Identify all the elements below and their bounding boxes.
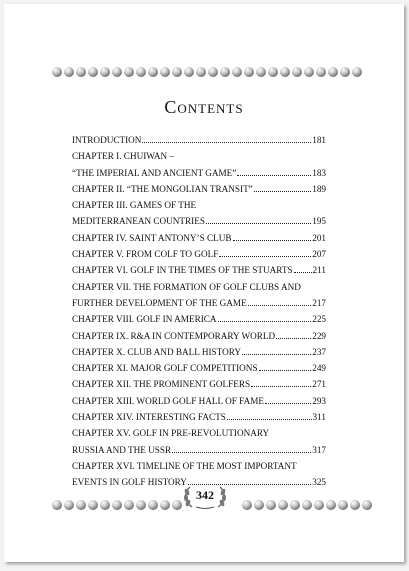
pearl-bead-icon: [88, 67, 98, 77]
toc-entry-title: CHAPTER XII. THE PROMINENT GOLFERS: [72, 379, 251, 390]
dot-leader: [233, 240, 312, 241]
toc-entry-line: [72, 442, 326, 458]
bottom-bead-border-right: [242, 500, 372, 510]
pearl-bead-icon: [76, 67, 86, 77]
toc-entry-page: 225: [312, 314, 326, 325]
page-title: Contents: [164, 97, 244, 117]
toc-entry-page: 249: [312, 363, 326, 374]
pearl-bead-icon: [220, 67, 230, 77]
toc-entry-page: 311: [312, 412, 326, 423]
pearl-bead-icon: [302, 500, 312, 510]
toc-entry-line: [72, 181, 326, 197]
toc-entry-title: RUSSIA AND THE USSR: [72, 444, 172, 455]
dot-leader: [254, 191, 311, 192]
pearl-bead-icon: [76, 500, 86, 510]
toc-entry-line: [72, 328, 326, 344]
toc-entry-title: MEDITERRANEAN COUNTRIES: [72, 216, 205, 227]
toc-entry-line: [72, 344, 326, 360]
toc-entry-title: CHAPTER XIII. WORLD GOLF HALL OF FAME: [72, 395, 264, 406]
pearl-bead-icon: [112, 500, 122, 510]
page-number-badge: [182, 484, 228, 510]
pearl-bead-icon: [340, 67, 350, 77]
pearl-bead-icon: [136, 67, 146, 77]
toc-entry-title: CHAPTER V. FROM COLF TO GOLF: [72, 249, 219, 260]
toc-entry-page: 217: [312, 297, 326, 308]
toc-entry-title: CHAPTER VIII. GOLF IN AMERICA: [72, 314, 217, 325]
pearl-bead-icon: [304, 67, 314, 77]
toc-entry-page: 181: [312, 135, 326, 145]
pearl-bead-icon: [124, 67, 134, 77]
dot-leader: [251, 386, 311, 387]
dot-leader: [242, 354, 311, 355]
toc-entry-title: EVENTS IN GOLF HISTORY: [72, 477, 187, 488]
toc-entry-page: 201: [312, 232, 326, 243]
dot-leader: [218, 321, 312, 322]
dot-leader: [237, 175, 311, 176]
toc-entry-line: [72, 360, 326, 376]
pearl-bead-icon: [338, 500, 348, 510]
toc-entry-page: 183: [312, 167, 326, 178]
bottom-bead-border-left: [52, 500, 182, 510]
pearl-bead-icon: [292, 67, 302, 77]
pearl-bead-icon: [196, 67, 206, 77]
pearl-bead-icon: [242, 500, 252, 510]
toc-entry-line: [72, 148, 326, 164]
pearl-bead-icon: [268, 67, 278, 77]
toc-entry-title: CHAPTER XV. GOLF IN PRE-REVOLUTIONARY: [72, 428, 270, 439]
pearl-bead-icon: [52, 67, 62, 77]
toc-entry-line: [72, 393, 326, 409]
toc-entry-title: CHAPTER IV. SAINT ANTONY’S CLUB: [72, 232, 232, 243]
pearl-bead-icon: [148, 500, 158, 510]
toc-entry-page: 195: [312, 216, 326, 227]
pearl-bead-icon: [100, 67, 110, 77]
toc-entry-page: 237: [312, 346, 326, 357]
pearl-bead-icon: [88, 500, 98, 510]
pearl-bead-icon: [148, 67, 158, 77]
pearl-bead-icon: [278, 500, 288, 510]
table-of-contents: [72, 132, 326, 491]
toc-entry-line: [72, 458, 326, 474]
toc-entry-page: 189: [312, 183, 326, 194]
dot-leader: [172, 452, 311, 453]
page-number: 342: [196, 488, 214, 502]
toc-entry-page: 211: [312, 265, 326, 276]
toc-entry-title: CHAPTER XIV. INTERESTING FACTS: [72, 412, 226, 423]
toc-entry-line: [72, 425, 326, 441]
pearl-bead-icon: [266, 500, 276, 510]
toc-entry-title: CHAPTER II. “THE MONGOLIAN TRANSIT”: [72, 183, 253, 194]
pearl-bead-icon: [314, 500, 324, 510]
dot-leader: [227, 419, 312, 420]
toc-entry-line: [72, 246, 326, 262]
book-page: [4, 4, 404, 562]
dot-leader: [248, 305, 312, 306]
pearl-bead-icon: [326, 500, 336, 510]
pearl-bead-icon: [208, 67, 218, 77]
pearl-bead-icon: [352, 67, 362, 77]
pearl-bead-icon: [160, 500, 170, 510]
toc-entry-title: CHAPTER VI. GOLF IN THE TIMES OF THE STUARTS: [72, 265, 293, 276]
dot-leader: [259, 370, 312, 371]
dot-leader: [206, 223, 311, 224]
pearl-bead-icon: [136, 500, 146, 510]
toc-entry-line: [72, 165, 326, 181]
pearl-bead-icon: [64, 500, 74, 510]
pearl-bead-icon: [64, 67, 74, 77]
pearl-bead-icon: [124, 500, 134, 510]
dot-leader: [142, 142, 311, 143]
pearl-bead-icon: [254, 500, 264, 510]
toc-entry-line: [72, 213, 326, 229]
pearl-bead-icon: [280, 67, 290, 77]
toc-entry-title: CHAPTER III. GAMES OF THE: [72, 200, 197, 211]
toc-entry-page: 207: [312, 249, 326, 260]
pearl-bead-icon: [256, 67, 266, 77]
toc-entry-line: [72, 409, 326, 425]
toc-entry-line: [72, 197, 326, 213]
pearl-bead-icon: [316, 67, 326, 77]
toc-entry-line: [72, 132, 326, 148]
toc-entry-page: 271: [312, 379, 326, 390]
toc-entry-line: [72, 295, 326, 311]
toc-entry-title: CHAPTER XVI. TIMELINE OF THE MOST IMPORTANT: [72, 460, 297, 471]
toc-entry-title: CHAPTER X. CLUB AND BALL HISTORY: [72, 346, 241, 357]
dot-leader: [265, 403, 311, 404]
pearl-bead-icon: [232, 67, 242, 77]
pearl-bead-icon: [184, 67, 194, 77]
dot-leader: [219, 256, 311, 257]
toc-entry-title: “THE IMPERIAL AND ANCIENT GAME”: [72, 167, 237, 178]
toc-entry-line: [72, 376, 326, 392]
toc-entry-page: 325: [312, 477, 326, 488]
toc-entry-page: 293: [312, 395, 326, 406]
toc-entry-line: [72, 262, 326, 278]
pearl-bead-icon: [328, 67, 338, 77]
pearl-bead-icon: [362, 500, 372, 510]
toc-entry-title: CHAPTER I. CHUIWAN –: [72, 151, 175, 162]
top-bead-border: [52, 67, 362, 77]
pearl-bead-icon: [244, 67, 254, 77]
pearl-bead-icon: [350, 500, 360, 510]
toc-entry-page: 317: [312, 444, 326, 455]
pearl-bead-icon: [52, 500, 62, 510]
toc-entry-line: [72, 230, 326, 246]
pearl-bead-icon: [112, 67, 122, 77]
toc-entry-line: [72, 279, 326, 295]
pearl-bead-icon: [100, 500, 110, 510]
toc-entry-title: FURTHER DEVELOPMENT OF THE GAME: [72, 297, 247, 308]
toc-entry-title: CHAPTER IX. R&A IN CONTEMPORARY WORLD: [72, 330, 276, 341]
toc-entry-title: INTRODUCTION: [72, 135, 142, 145]
toc-entry-title: CHAPTER XI. MAJOR GOLF COMPETITIONS: [72, 363, 258, 374]
dot-leader: [294, 272, 312, 273]
dot-leader: [276, 338, 311, 339]
toc-entry-line: [72, 311, 326, 327]
pearl-bead-icon: [290, 500, 300, 510]
pearl-bead-icon: [172, 67, 182, 77]
pearl-bead-icon: [160, 67, 170, 77]
toc-entry-title: CHAPTER VII. THE FORMATION OF GOLF CLUBS AND: [72, 281, 301, 292]
pearl-bead-icon: [172, 500, 182, 510]
toc-entry-page: 229: [312, 330, 326, 341]
